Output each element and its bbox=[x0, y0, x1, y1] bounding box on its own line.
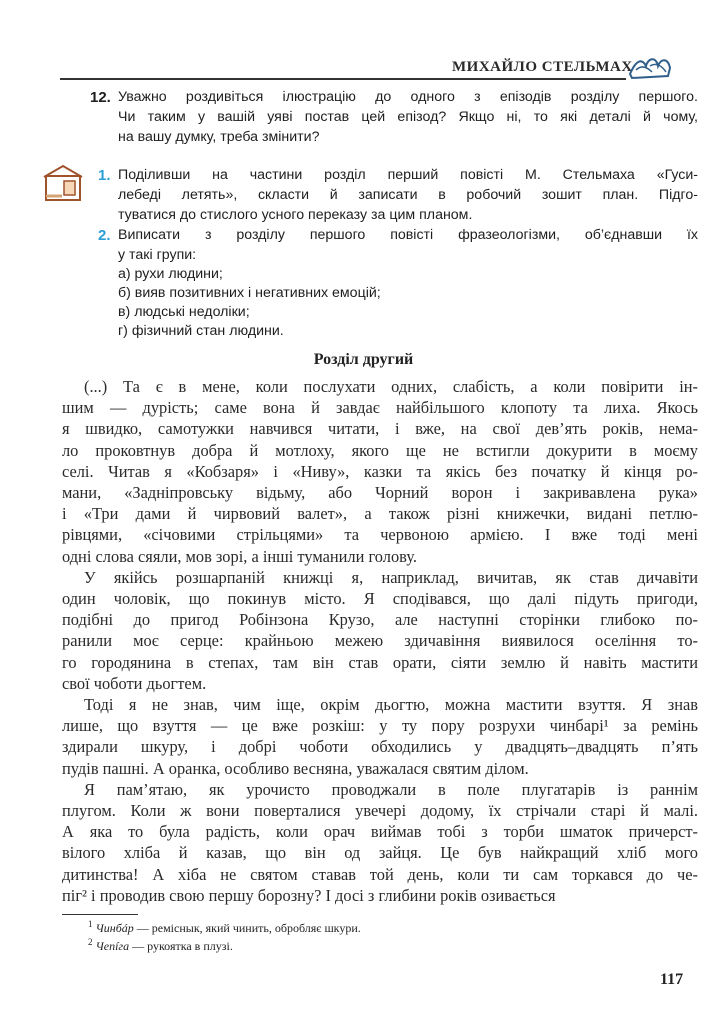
chapter-line: плугом. Коли ж вони поверталися увечері додому, їх стрічали старі й малі. bbox=[62, 801, 698, 820]
question-number: 12. bbox=[90, 89, 111, 106]
chapter-line: я швидко, самотужки навчився читати, і вже, на свої дев’ять років, нема- bbox=[62, 419, 698, 439]
header-rule bbox=[60, 78, 626, 80]
series-logo-icon bbox=[628, 52, 672, 82]
house-icon bbox=[40, 163, 86, 203]
chapter-line: шим — дурість; саме вона й завдає найбільшого клопоту та лиха. Якось bbox=[62, 398, 698, 418]
chapter-line: Тоді я не знав, чим іще, окрім дьогтю, можна мастити взуття. Я знав bbox=[84, 695, 698, 714]
running-header-author: МИХАЙЛО СТЕЛЬМАХ bbox=[452, 59, 633, 75]
question-line: Чи таким у вашій уяві постав цей епізод? Якщо ні, то які деталі й чому, bbox=[118, 109, 698, 125]
chapter-line: ранили моє серце: крайньою межею здичавіння виявилося осеління то- bbox=[62, 631, 698, 651]
question-line: Уважно роздивіться ілюстрацію до одного з епізодів розділу першого. bbox=[118, 89, 698, 105]
chapter-line: рівцями, «січовими стрільцями» та червоною армією. І вже тоді мені bbox=[62, 525, 698, 545]
chapter-line: здирали шкуру, і добрі чоботи обходились у двадцять–двадцять п’ять bbox=[62, 737, 698, 757]
footnote-2 bbox=[88, 938, 233, 954]
homework-item-number: 1. bbox=[98, 167, 111, 184]
chapter-line: У якійсь розшарпаній книжці я, наприклад, вичитав, як став дичавіти bbox=[84, 567, 698, 587]
homework-line: Виписати з розділу першого повісті фразеологізми, об’єднавши їх bbox=[118, 227, 698, 243]
homework-subitem: а) рухи людини; bbox=[118, 266, 223, 282]
chapter-line: і «Три дами й чирвовий валет», а також різні книжечки, видані петлю- bbox=[62, 504, 698, 524]
homework-line: Поділивши на частини розділ перший повісті М. Стельмаха «Гуси- bbox=[118, 167, 698, 183]
chapter-line: піг² і проводив свою першу борозну? І досі з глибини років озивається bbox=[62, 885, 556, 905]
chapter-line: селі. Читав я «Кобзаря» і «Ниву», казки та якісь без початку й кінця ро- bbox=[62, 461, 698, 481]
chapter-line: мани, «Задніпровську відьму, або Чорний ворон і закривавлена рука» bbox=[62, 483, 698, 502]
footnote-1 bbox=[88, 920, 361, 936]
footnote-term: Чинбáр bbox=[95, 921, 134, 935]
homework-subitem: б) вияв позитивних і негативних емоцій; bbox=[118, 285, 381, 301]
chapter-line: го городянина в степах, там він став орати, сіяти землю й навіть мастити bbox=[62, 652, 698, 672]
footnote-text: — рукоятка в плузі. bbox=[129, 939, 233, 953]
homework-line: лебеді летять», скласти й записати в робочий зошит план. Підго- bbox=[118, 187, 698, 203]
chapter-title: Розділ другий bbox=[313, 351, 414, 368]
footnote-mark: 2 bbox=[88, 937, 93, 947]
chapter-line: дитинства! А хіба не святом ставав той день, коли ти сам торкався до че- bbox=[62, 864, 698, 884]
question-line: на вашу думку, треба змінити? bbox=[118, 129, 320, 145]
chapter-line: одні слова сяяли, мов зорі, а інші туманили голову. bbox=[62, 546, 417, 566]
chapter-line: лише, що взуття — це вже розкіш: у ту пору розрухи чинбарі¹ за ремінь bbox=[62, 716, 698, 736]
homework-line: туватися до стислого усного переказу за цим планом. bbox=[118, 207, 473, 223]
chapter-line: А яка то була радість, коли орач виймав тобі з торби шматок причерст- bbox=[62, 822, 698, 842]
homework-line: у такі групи: bbox=[118, 247, 197, 263]
chapter-line: Я пам’ятаю, як урочисто проводжали в поле плугатарів із раннім bbox=[84, 779, 698, 799]
footnote-rule bbox=[62, 914, 138, 915]
footnote-text: — реміснык, який чинить, обробляє шкури. bbox=[133, 921, 361, 935]
chapter-line: пудів пашні. А оранка, особливо весняна, уважалася святим ділом. bbox=[62, 758, 529, 778]
homework-subitem: г) фізичний стан людини. bbox=[118, 323, 284, 339]
page-number: 117 bbox=[660, 971, 684, 988]
homework-item-number: 2. bbox=[98, 227, 111, 244]
footnote-term: Чепíга bbox=[95, 939, 130, 953]
homework-subitem: в) людські недоліки; bbox=[118, 304, 250, 320]
footnote-mark: 1 bbox=[88, 919, 93, 929]
chapter-line: вілого хліба й казав, що він од зайця. Це був найкращий хліб мого bbox=[62, 843, 698, 863]
chapter-line: (...) Та є в мене, коли послухати одних, слабість, а коли повірити ін- bbox=[84, 377, 698, 396]
chapter-line: подібні до пригод Робінзона Крузо, але наступні сторінки глибоко по- bbox=[62, 610, 698, 630]
chapter-line: один чоловік, що покинув місто. Я сподівався, що далі підуть пригоди, bbox=[62, 589, 698, 608]
chapter-line: свої чоботи дьогтем. bbox=[62, 673, 207, 693]
chapter-line: ло проковтнув добра й мотлоху, якого ще не встигли докурити в моєму bbox=[62, 440, 698, 460]
